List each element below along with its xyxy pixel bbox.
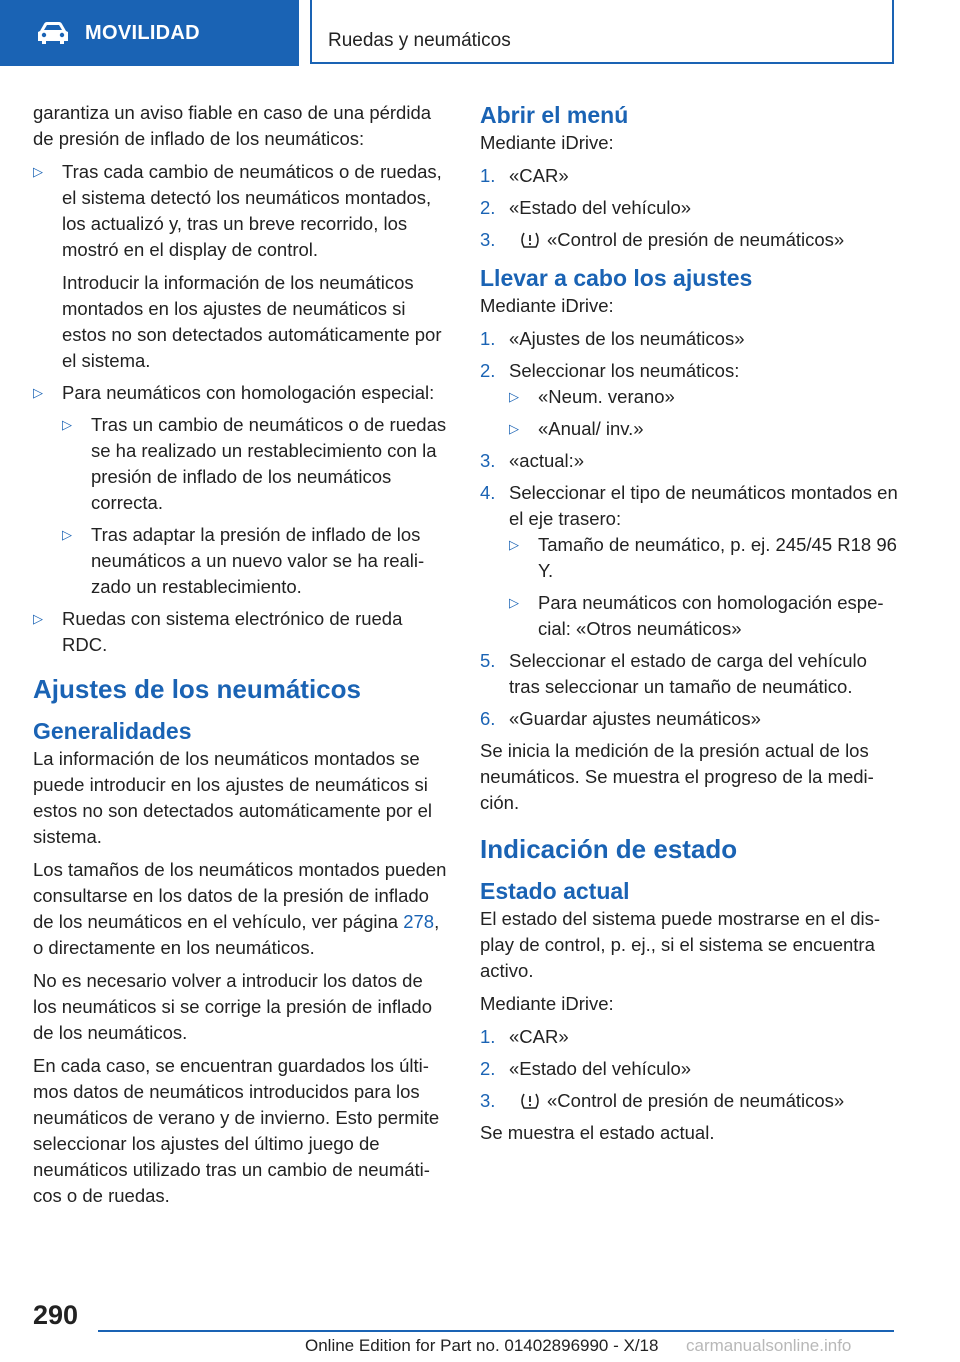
tire-pressure-icon xyxy=(519,1092,541,1110)
paragraph: La información de los neumáticos montados se puede introducir en los ajustes de neumáticos si estos no son detectados automáticamente por el sistema. xyxy=(33,748,433,847)
list-item xyxy=(480,326,900,352)
left-column xyxy=(33,100,448,1216)
list-item xyxy=(480,1024,900,1050)
step-number: 3. xyxy=(480,229,496,250)
subsection-heading: Estado actual xyxy=(480,878,630,904)
paragraph: Mediante iDrive: xyxy=(480,295,614,316)
sub-bullet-list xyxy=(509,384,900,442)
step-number: 1. xyxy=(480,328,496,349)
paragraph: Mediante iDrive: xyxy=(480,993,614,1014)
paragraph: Mediante iDrive: xyxy=(480,132,614,153)
list-item xyxy=(480,706,900,732)
footer-divider xyxy=(98,1330,894,1332)
step-text: «Estado del vehículo» xyxy=(509,197,692,218)
step-text: «Control de presión de neumáticos» xyxy=(547,1090,845,1111)
car-icon xyxy=(36,21,70,45)
step-text: «Ajustes de los neumáticos» xyxy=(509,328,745,349)
list-item xyxy=(480,195,900,221)
list-item xyxy=(480,358,900,442)
list-item: ▷ Ruedas con sistema electrónico de rueda RDC. xyxy=(33,606,448,658)
page-link[interactable]: 278 xyxy=(403,911,435,932)
step-number: 5. xyxy=(480,650,496,671)
bullet-extra-text: Introducir la información de los neumáticos montados en los ajustes de neumáticos si estos no son detectados automáticamente por el sistema. xyxy=(62,272,442,371)
step-text: Seleccionar los neumáticos: xyxy=(509,360,740,381)
step-text: «Estado del vehículo» xyxy=(509,1058,692,1079)
step-text: «Guardar ajustes neumáticos» xyxy=(509,708,761,729)
paragraph: No es necesario volver a introducir los datos de los neumáticos si se corrige la presión de inflado de los neumáticos. xyxy=(33,970,432,1043)
step-number: 2. xyxy=(480,360,496,381)
paragraph-text: , o directamente en los neumáticos. xyxy=(33,911,440,958)
step-number: 1. xyxy=(480,165,496,186)
step-text: «CAR» xyxy=(509,165,569,186)
chapter-title: Ruedas y neumáticos xyxy=(328,30,511,51)
paragraph: El estado del sistema puede mostrarse en el display de control, p. ej., si el sistema se encuentra activo. xyxy=(480,908,881,981)
step-list xyxy=(480,1024,900,1114)
tire-pressure-icon xyxy=(519,231,541,249)
step-text: Seleccionar el tipo de neumáticos montados en el eje trasero: xyxy=(509,482,898,529)
list-item xyxy=(480,1056,900,1082)
subsection-heading: Abrir el menú xyxy=(480,102,629,128)
list-item xyxy=(480,480,900,642)
bullet-text: Para neumáticos con homologación especial: xyxy=(62,382,435,403)
step-number: 1. xyxy=(480,1026,496,1047)
step-text: Seleccionar el estado de carga del vehículo tras seleccionar un tamaño de neumático. xyxy=(509,650,867,697)
intro-paragraph: garantiza un aviso fiable en caso de una pérdida de presión de inflado de los neumáticos: xyxy=(33,102,432,149)
chapter-header xyxy=(310,0,894,64)
right-column xyxy=(480,100,900,1153)
step-number: 6. xyxy=(480,708,496,729)
edition-text: Online Edition for Part no. 01402896990 - X/18 xyxy=(305,1336,659,1355)
list-item xyxy=(480,163,900,189)
step-text: «Control de presión de neumáticos» xyxy=(547,229,845,250)
step-number: 2. xyxy=(480,1058,496,1079)
step-text: «CAR» xyxy=(509,1026,569,1047)
sub-bullet-list xyxy=(62,412,448,600)
list-item: ▷ Tamaño de neumático, p. ej. 245/45 R18 96 Y. xyxy=(509,532,900,584)
step-number: 4. xyxy=(480,482,496,503)
section-heading: Indicación de estado xyxy=(480,834,738,864)
paragraph: En cada caso, se encuentran guardados los últimos datos de neumáticos introducidos para los neumáticos de verano y de invierno. Esto permite seleccionar los ajustes del último juego de neumáticos utilizado tras un cambio de neumáticos o de ruedas. xyxy=(33,1055,440,1206)
step-number: 3. xyxy=(480,450,496,471)
page-number: 290 xyxy=(33,1300,79,1330)
list-item: ▷ Para neumáticos con homologación especial: «Otros neumáticos» xyxy=(509,590,900,642)
sub-bullet-list xyxy=(509,532,900,642)
subsection-heading: Llevar a cabo los ajustes xyxy=(480,265,753,291)
list-item xyxy=(480,227,900,253)
paragraph xyxy=(33,857,448,961)
section-label: MOVILIDAD xyxy=(85,21,200,44)
step-list xyxy=(480,163,900,253)
step-number: 3. xyxy=(480,1090,496,1111)
list-item xyxy=(480,448,900,474)
bullet-list xyxy=(33,159,448,658)
list-item xyxy=(33,159,448,374)
step-text: «actual:» xyxy=(509,450,585,471)
list-item: ▷ «Neum. verano» xyxy=(509,384,900,410)
section-tab[interactable] xyxy=(0,0,299,66)
step-number: 2. xyxy=(480,197,496,218)
watermark: carmanualsonline.info xyxy=(686,1336,852,1355)
paragraph: Se inicia la medición de la presión actual de los neumáticos. Se muestra el progreso de la medición. xyxy=(480,740,874,813)
list-item: ▷ Tras un cambio de neumáticos o de ruedas se ha realizado un restablecimiento con la presión de inflado de los neumáticos correcta. xyxy=(62,412,448,516)
section-heading: Ajustes de los neumáticos xyxy=(33,674,361,704)
list-item: ▷ «Anual/ inv.» xyxy=(509,416,900,442)
paragraph: Se muestra el estado actual. xyxy=(480,1122,715,1143)
step-list xyxy=(480,326,900,732)
bullet-text: Tras cada cambio de neumáticos o de ruedas, el sistema detectó los neumáticos montados, los actualizó y, tras un breve recorrido, los mostró en el display de control. xyxy=(62,161,442,260)
list-item xyxy=(480,1088,900,1114)
paragraph-text: Los tamaños de los neumáticos montados pueden consultarse en los datos de la presión de inflado de los neumáticos en el vehículo, ver página xyxy=(33,859,447,932)
subsection-heading: Generalidades xyxy=(33,718,192,744)
list-item xyxy=(33,380,448,600)
list-item: ▷ Tras adaptar la presión de inflado de los neumáticos a un nuevo valor se ha realizado un restablecimiento. xyxy=(62,522,448,600)
list-item xyxy=(480,648,900,700)
